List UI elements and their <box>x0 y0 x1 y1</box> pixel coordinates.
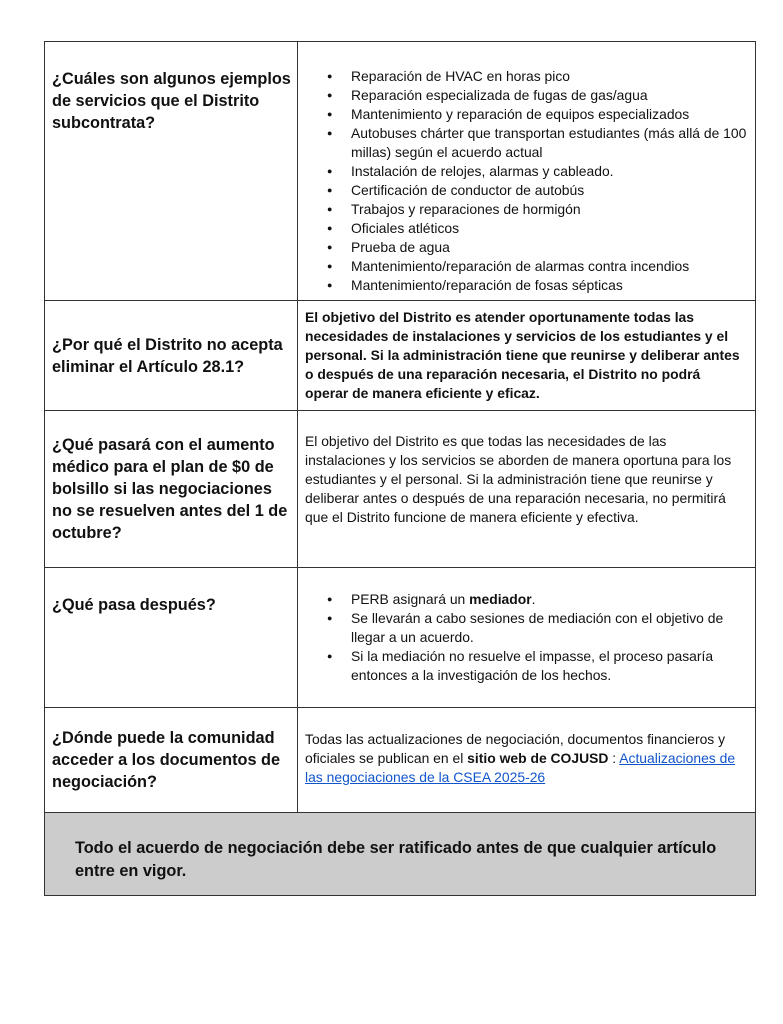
list-item: ● Oficiales atléticos <box>351 219 747 238</box>
faq-answer: El objetivo del Distrito es que todas las necesidades de las instalaciones y los servicios se aborden de manera oportuna para los estudiantes y el personal. Si la administración tiene que reunirse y deliberar antes o después de una reparación necesaria, no permitirá que el Distrito funcione de manera eficiente y efectiva. <box>305 433 732 525</box>
list-item: ● Si la mediación no resuelve el impasse, el proceso pasaría entonces a la investigación de los hechos. <box>351 647 747 685</box>
faq-row <box>45 568 755 708</box>
list-item: ● Mantenimiento/reparación de fosas sépticas <box>351 276 747 295</box>
list-item: ● Mantenimiento/reparación de alarmas contra incendios <box>351 257 747 276</box>
list-item: ● Instalación de relojes, alarmas y cableado. <box>351 162 747 181</box>
faq-question: ¿Qué pasará con el aumento médico para el plan de $0 de bolsillo si las negociaciones no se resuelven antes del 1 de octubre? <box>45 411 298 567</box>
faq-answer <box>298 42 755 300</box>
ratification-notice: Todo el acuerdo de negociación debe ser ratificado antes de que cualquier artículo entre en vigor. <box>45 813 755 895</box>
list-item: ● Reparación especializada de fugas de gas/agua <box>351 86 747 105</box>
list-item: ● Se llevarán a cabo sesiones de mediación con el objetivo de llegar a un acuerdo. <box>351 609 747 647</box>
list-item: ● Autobuses chárter que transportan estudiantes (más allá de 100 millas) según el acuerdo actual <box>351 124 747 162</box>
list-item: ● Mantenimiento y reparación de equipos especializados <box>351 105 747 124</box>
faq-answer <box>298 568 755 707</box>
list-item: ● Prueba de agua <box>351 238 747 257</box>
faq-row <box>45 301 755 411</box>
mediator-term: mediador <box>469 591 532 607</box>
faq-answer: El objetivo del Distrito es atender oportunamente todas las necesidades de instalaciones y servicios de los estudiantes y el personal. Si la administración tiene que reunirse y deliberar antes o después de una reparación necesaria, el Distrito no podrá operar de manera eficiente y eficaz. <box>305 309 740 401</box>
faq-row <box>45 42 755 301</box>
list-item: ● PERB asignará un mediador. <box>351 590 747 609</box>
negotiation-updates-link[interactable]: Actualizaciones de las negociaciones de la CSEA 2025-26 <box>305 750 736 785</box>
faq-row <box>45 708 755 813</box>
cojusd-website-label: sitio web de COJUSD <box>467 750 609 766</box>
faq-question: ¿Cuáles son algunos ejemplos de servicios que el Distrito subcontrata? <box>45 42 298 300</box>
list-item: ● Trabajos y reparaciones de hormigón <box>351 200 747 219</box>
services-list <box>305 67 747 295</box>
next-steps-list <box>305 590 747 685</box>
faq-question: ¿Dónde puede la comunidad acceder a los documentos de negociación? <box>45 708 298 812</box>
list-item: ● Certificación de conductor de autobús <box>351 181 747 200</box>
faq-question: ¿Por qué el Distrito no acepta eliminar el Artículo 28.1? <box>45 301 298 410</box>
faq-table <box>44 41 756 896</box>
faq-row <box>45 411 755 568</box>
faq-question: ¿Qué pasa después? <box>45 568 298 707</box>
faq-answer: Todas las actualizaciones de negociación, documentos financieros y oficiales se publican en el sitio web de COJUSD : Actualizaciones de las negociaciones de la CSEA 2025-26 <box>305 731 736 785</box>
list-item: ● Reparación de HVAC en horas pico <box>351 67 747 86</box>
